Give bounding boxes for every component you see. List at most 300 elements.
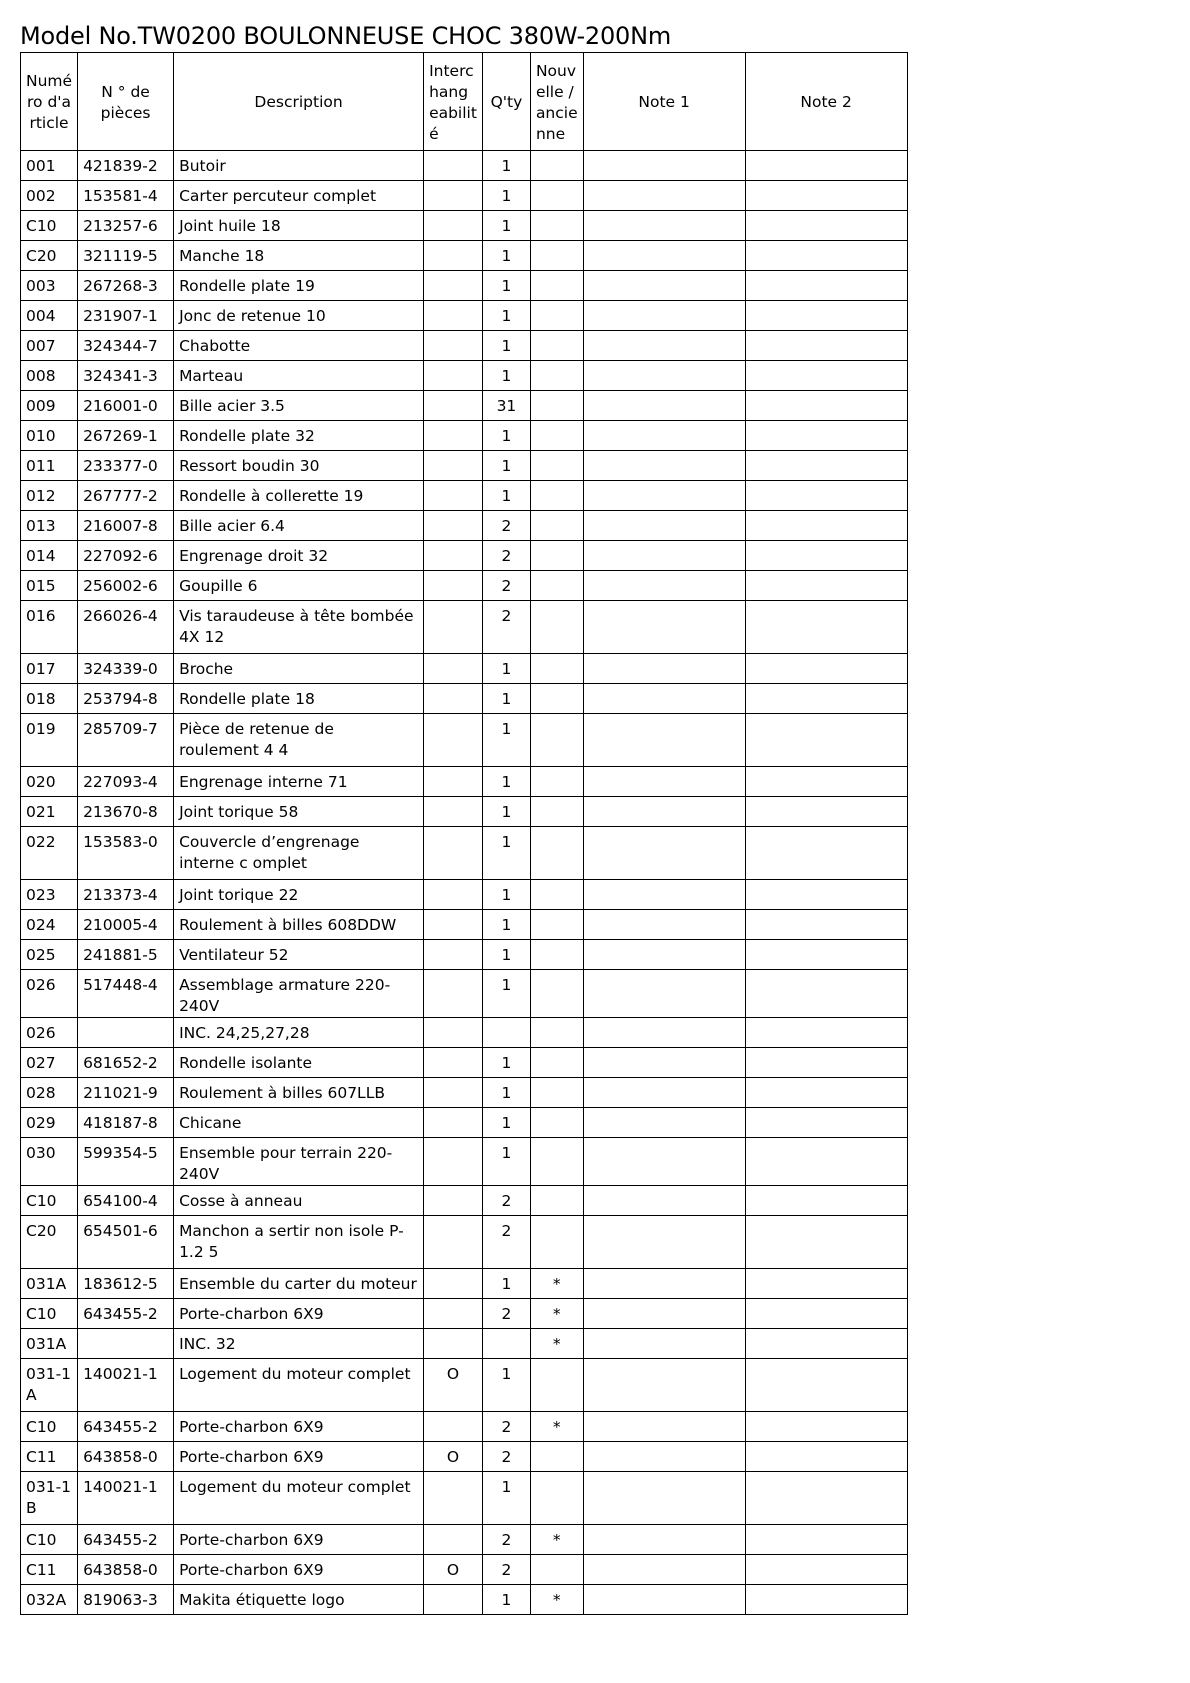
table-row bbox=[21, 970, 908, 1018]
cell-new-old bbox=[530, 1359, 583, 1412]
cell-part-number: 819063-3 bbox=[78, 1585, 174, 1615]
cell-note-1 bbox=[583, 970, 745, 1018]
cell-part-number: 599354-5 bbox=[78, 1138, 174, 1186]
cell-item-number: 026 bbox=[21, 1018, 78, 1048]
cell-quantity: 2 bbox=[482, 1412, 530, 1442]
cell-note-2 bbox=[745, 1018, 907, 1048]
cell-quantity: 1 bbox=[482, 684, 530, 714]
cell-part-number: 140021-1 bbox=[78, 1472, 174, 1525]
cell-description: INC. 32 bbox=[174, 1329, 424, 1359]
cell-new-old bbox=[530, 301, 583, 331]
cell-note-2 bbox=[745, 241, 907, 271]
cell-interchangeability bbox=[424, 1269, 483, 1299]
cell-interchangeability bbox=[424, 331, 483, 361]
cell-note-1 bbox=[583, 1299, 745, 1329]
cell-new-old bbox=[530, 511, 583, 541]
table-row bbox=[21, 1186, 908, 1216]
cell-new-old bbox=[530, 714, 583, 767]
cell-note-1 bbox=[583, 1555, 745, 1585]
cell-interchangeability bbox=[424, 211, 483, 241]
cell-note-2 bbox=[745, 1525, 907, 1555]
parts-table bbox=[20, 52, 908, 1615]
cell-note-1 bbox=[583, 797, 745, 827]
table-row bbox=[21, 1442, 908, 1472]
cell-note-1 bbox=[583, 1412, 745, 1442]
cell-description: Roulement à billes 607LLB bbox=[174, 1078, 424, 1108]
cell-new-old bbox=[530, 1138, 583, 1186]
cell-new-old bbox=[530, 1442, 583, 1472]
cell-note-1 bbox=[583, 601, 745, 654]
cell-note-1 bbox=[583, 880, 745, 910]
cell-note-2 bbox=[745, 1108, 907, 1138]
table-row bbox=[21, 151, 908, 181]
cell-interchangeability bbox=[424, 1329, 483, 1359]
cell-item-number: 021 bbox=[21, 797, 78, 827]
table-row bbox=[21, 601, 908, 654]
cell-note-1 bbox=[583, 910, 745, 940]
page-title: Model No.TW0200 BOULONNEUSE CHOC 380W-200Nm bbox=[20, 22, 672, 50]
cell-item-number: 019 bbox=[21, 714, 78, 767]
cell-note-1 bbox=[583, 1048, 745, 1078]
cell-item-number: 026 bbox=[21, 970, 78, 1018]
cell-interchangeability bbox=[424, 684, 483, 714]
cell-note-2 bbox=[745, 684, 907, 714]
cell-item-number: 017 bbox=[21, 654, 78, 684]
cell-new-old bbox=[530, 1216, 583, 1269]
cell-new-old bbox=[530, 880, 583, 910]
cell-item-number: 009 bbox=[21, 391, 78, 421]
table-row bbox=[21, 1412, 908, 1442]
cell-interchangeability bbox=[424, 1472, 483, 1525]
cell-new-old bbox=[530, 1018, 583, 1048]
cell-note-2 bbox=[745, 1048, 907, 1078]
header-note-1: Note 1 bbox=[583, 53, 745, 151]
cell-item-number: 012 bbox=[21, 481, 78, 511]
cell-interchangeability bbox=[424, 301, 483, 331]
cell-description: Ventilateur 52 bbox=[174, 940, 424, 970]
table-row bbox=[21, 684, 908, 714]
cell-quantity: 1 bbox=[482, 654, 530, 684]
cell-description: Chicane bbox=[174, 1108, 424, 1138]
table-row bbox=[21, 361, 908, 391]
cell-quantity: 1 bbox=[482, 211, 530, 241]
cell-part-number: 213670-8 bbox=[78, 797, 174, 827]
cell-description: Assemblage armature 220-240V bbox=[174, 970, 424, 1018]
cell-note-1 bbox=[583, 714, 745, 767]
cell-new-old bbox=[530, 970, 583, 1018]
cell-note-1 bbox=[583, 654, 745, 684]
cell-description: Engrenage interne 71 bbox=[174, 767, 424, 797]
cell-quantity: 1 bbox=[482, 481, 530, 511]
cell-interchangeability bbox=[424, 714, 483, 767]
cell-item-number: 002 bbox=[21, 181, 78, 211]
cell-interchangeability bbox=[424, 571, 483, 601]
cell-description: Marteau bbox=[174, 361, 424, 391]
cell-interchangeability bbox=[424, 511, 483, 541]
cell-quantity: 1 bbox=[482, 827, 530, 880]
cell-note-2 bbox=[745, 361, 907, 391]
cell-note-2 bbox=[745, 1269, 907, 1299]
cell-part-number: 216001-0 bbox=[78, 391, 174, 421]
table-row bbox=[21, 421, 908, 451]
cell-note-2 bbox=[745, 910, 907, 940]
cell-note-1 bbox=[583, 421, 745, 451]
cell-note-2 bbox=[745, 1472, 907, 1525]
cell-interchangeability bbox=[424, 1186, 483, 1216]
cell-note-2 bbox=[745, 511, 907, 541]
table-row bbox=[21, 1108, 908, 1138]
cell-part-number: 231907-1 bbox=[78, 301, 174, 331]
table-body bbox=[21, 151, 908, 1615]
cell-part-number: 517448-4 bbox=[78, 970, 174, 1018]
cell-new-old bbox=[530, 451, 583, 481]
cell-item-number: 028 bbox=[21, 1078, 78, 1108]
cell-item-number: C10 bbox=[21, 1299, 78, 1329]
table-row bbox=[21, 1472, 908, 1525]
cell-item-number: 010 bbox=[21, 421, 78, 451]
cell-new-old bbox=[530, 391, 583, 421]
cell-interchangeability bbox=[424, 1048, 483, 1078]
table-row bbox=[21, 767, 908, 797]
cell-note-2 bbox=[745, 421, 907, 451]
cell-description: Porte-charbon 6X9 bbox=[174, 1555, 424, 1585]
cell-new-old: * bbox=[530, 1269, 583, 1299]
cell-item-number: 011 bbox=[21, 451, 78, 481]
cell-part-number: 253794-8 bbox=[78, 684, 174, 714]
cell-new-old bbox=[530, 910, 583, 940]
cell-note-2 bbox=[745, 1555, 907, 1585]
cell-interchangeability bbox=[424, 970, 483, 1018]
table-row bbox=[21, 910, 908, 940]
cell-note-2 bbox=[745, 601, 907, 654]
cell-description: Bille acier 6.4 bbox=[174, 511, 424, 541]
cell-item-number: C10 bbox=[21, 1186, 78, 1216]
cell-note-1 bbox=[583, 767, 745, 797]
cell-note-1 bbox=[583, 940, 745, 970]
cell-note-2 bbox=[745, 1186, 907, 1216]
cell-note-1 bbox=[583, 211, 745, 241]
cell-note-2 bbox=[745, 1585, 907, 1615]
cell-interchangeability bbox=[424, 601, 483, 654]
cell-description: Rondelle à collerette 19 bbox=[174, 481, 424, 511]
cell-part-number: 216007-8 bbox=[78, 511, 174, 541]
cell-item-number: 031-1 A bbox=[21, 1359, 78, 1412]
table-row bbox=[21, 481, 908, 511]
cell-quantity: 31 bbox=[482, 391, 530, 421]
cell-new-old bbox=[530, 541, 583, 571]
cell-new-old bbox=[530, 1108, 583, 1138]
cell-item-number: 023 bbox=[21, 880, 78, 910]
cell-item-number: 003 bbox=[21, 271, 78, 301]
cell-note-2 bbox=[745, 1299, 907, 1329]
cell-note-2 bbox=[745, 1078, 907, 1108]
cell-interchangeability bbox=[424, 1138, 483, 1186]
cell-description: Porte-charbon 6X9 bbox=[174, 1525, 424, 1555]
cell-item-number: C10 bbox=[21, 211, 78, 241]
cell-note-2 bbox=[745, 151, 907, 181]
cell-part-number: 643455-2 bbox=[78, 1525, 174, 1555]
cell-note-1 bbox=[583, 571, 745, 601]
cell-part-number: 267268-3 bbox=[78, 271, 174, 301]
cell-item-number: C11 bbox=[21, 1555, 78, 1585]
cell-interchangeability: O bbox=[424, 1359, 483, 1412]
cell-part-number: 210005-4 bbox=[78, 910, 174, 940]
cell-new-old bbox=[530, 331, 583, 361]
cell-new-old bbox=[530, 211, 583, 241]
cell-interchangeability bbox=[424, 827, 483, 880]
header-interchangeability: Interc hang eabilit é bbox=[424, 53, 483, 151]
cell-new-old bbox=[530, 571, 583, 601]
cell-description: Rondelle plate 19 bbox=[174, 271, 424, 301]
header-description: Description bbox=[174, 53, 424, 151]
cell-new-old bbox=[530, 654, 583, 684]
cell-note-1 bbox=[583, 1442, 745, 1472]
cell-item-number: 032A bbox=[21, 1585, 78, 1615]
cell-new-old bbox=[530, 940, 583, 970]
cell-quantity bbox=[482, 1018, 530, 1048]
cell-new-old bbox=[530, 421, 583, 451]
cell-item-number: 001 bbox=[21, 151, 78, 181]
cell-new-old bbox=[530, 601, 583, 654]
table-row bbox=[21, 211, 908, 241]
cell-interchangeability bbox=[424, 880, 483, 910]
table-row bbox=[21, 797, 908, 827]
table-row bbox=[21, 1018, 908, 1048]
cell-item-number: 030 bbox=[21, 1138, 78, 1186]
cell-description: Manche 18 bbox=[174, 241, 424, 271]
cell-description: Pièce de retenue de roulement 4 4 bbox=[174, 714, 424, 767]
cell-description: Broche bbox=[174, 654, 424, 684]
cell-new-old bbox=[530, 1078, 583, 1108]
table-header-row bbox=[21, 53, 908, 151]
cell-quantity: 1 bbox=[482, 151, 530, 181]
cell-note-2 bbox=[745, 880, 907, 910]
cell-part-number: 324344-7 bbox=[78, 331, 174, 361]
cell-quantity: 1 bbox=[482, 714, 530, 767]
cell-item-number: 020 bbox=[21, 767, 78, 797]
cell-note-1 bbox=[583, 1525, 745, 1555]
cell-part-number: 227093-4 bbox=[78, 767, 174, 797]
header-quantity: Q'ty bbox=[482, 53, 530, 151]
cell-description: Rondelle plate 32 bbox=[174, 421, 424, 451]
table-row bbox=[21, 1216, 908, 1269]
cell-note-1 bbox=[583, 1216, 745, 1269]
cell-item-number: 007 bbox=[21, 331, 78, 361]
cell-part-number: 266026-4 bbox=[78, 601, 174, 654]
cell-note-1 bbox=[583, 1018, 745, 1048]
cell-interchangeability bbox=[424, 797, 483, 827]
cell-interchangeability bbox=[424, 451, 483, 481]
cell-new-old bbox=[530, 181, 583, 211]
cell-new-old bbox=[530, 1048, 583, 1078]
cell-quantity: 1 bbox=[482, 767, 530, 797]
cell-new-old bbox=[530, 684, 583, 714]
cell-quantity: 2 bbox=[482, 571, 530, 601]
cell-part-number: 654100-4 bbox=[78, 1186, 174, 1216]
cell-item-number: 015 bbox=[21, 571, 78, 601]
cell-description: Logement du moteur complet bbox=[174, 1472, 424, 1525]
header-note-2: Note 2 bbox=[745, 53, 907, 151]
cell-interchangeability bbox=[424, 1078, 483, 1108]
cell-interchangeability bbox=[424, 361, 483, 391]
cell-item-number: 018 bbox=[21, 684, 78, 714]
cell-item-number: 025 bbox=[21, 940, 78, 970]
cell-quantity: 2 bbox=[482, 1216, 530, 1269]
cell-quantity: 1 bbox=[482, 940, 530, 970]
table-row bbox=[21, 880, 908, 910]
table-row bbox=[21, 1329, 908, 1359]
header-new-old: Nouv elle / ancie nne bbox=[530, 53, 583, 151]
table-row bbox=[21, 714, 908, 767]
cell-new-old bbox=[530, 1472, 583, 1525]
cell-note-1 bbox=[583, 541, 745, 571]
cell-part-number: 285709-7 bbox=[78, 714, 174, 767]
table-row bbox=[21, 1269, 908, 1299]
cell-note-2 bbox=[745, 1442, 907, 1472]
cell-description: Chabotte bbox=[174, 331, 424, 361]
cell-quantity: 1 bbox=[482, 1108, 530, 1138]
cell-item-number: C10 bbox=[21, 1525, 78, 1555]
cell-description: Ressort boudin 30 bbox=[174, 451, 424, 481]
cell-part-number bbox=[78, 1329, 174, 1359]
cell-interchangeability bbox=[424, 1216, 483, 1269]
cell-note-2 bbox=[745, 1329, 907, 1359]
cell-interchangeability bbox=[424, 1525, 483, 1555]
cell-item-number: 013 bbox=[21, 511, 78, 541]
cell-note-2 bbox=[745, 1359, 907, 1412]
cell-description: Joint huile 18 bbox=[174, 211, 424, 241]
cell-note-2 bbox=[745, 1216, 907, 1269]
header-item-number: Numé ro d'a rticle bbox=[21, 53, 78, 151]
cell-new-old: * bbox=[530, 1585, 583, 1615]
cell-part-number: 321119-5 bbox=[78, 241, 174, 271]
cell-part-number: 643858-0 bbox=[78, 1555, 174, 1585]
cell-new-old bbox=[530, 361, 583, 391]
cell-interchangeability: O bbox=[424, 1442, 483, 1472]
cell-interchangeability bbox=[424, 181, 483, 211]
cell-description: Rondelle plate 18 bbox=[174, 684, 424, 714]
cell-item-number: 014 bbox=[21, 541, 78, 571]
cell-quantity: 1 bbox=[482, 1078, 530, 1108]
cell-interchangeability bbox=[424, 767, 483, 797]
cell-note-2 bbox=[745, 827, 907, 880]
cell-new-old bbox=[530, 1186, 583, 1216]
cell-interchangeability bbox=[424, 241, 483, 271]
cell-part-number bbox=[78, 1018, 174, 1048]
table-row bbox=[21, 391, 908, 421]
cell-part-number: 267777-2 bbox=[78, 481, 174, 511]
cell-interchangeability bbox=[424, 421, 483, 451]
cell-interchangeability bbox=[424, 151, 483, 181]
table-row bbox=[21, 827, 908, 880]
cell-quantity: 1 bbox=[482, 361, 530, 391]
table-row bbox=[21, 1585, 908, 1615]
cell-quantity: 2 bbox=[482, 1555, 530, 1585]
cell-quantity: 2 bbox=[482, 1442, 530, 1472]
cell-item-number: C20 bbox=[21, 241, 78, 271]
cell-quantity: 1 bbox=[482, 910, 530, 940]
cell-quantity: 1 bbox=[482, 970, 530, 1018]
cell-item-number: 024 bbox=[21, 910, 78, 940]
cell-note-1 bbox=[583, 271, 745, 301]
cell-part-number: 241881-5 bbox=[78, 940, 174, 970]
cell-description: Joint torique 58 bbox=[174, 797, 424, 827]
cell-quantity: 1 bbox=[482, 301, 530, 331]
cell-note-1 bbox=[583, 451, 745, 481]
cell-note-2 bbox=[745, 331, 907, 361]
cell-item-number: C11 bbox=[21, 1442, 78, 1472]
cell-interchangeability: O bbox=[424, 1555, 483, 1585]
cell-note-1 bbox=[583, 1359, 745, 1412]
cell-note-1 bbox=[583, 1329, 745, 1359]
cell-note-1 bbox=[583, 331, 745, 361]
cell-note-1 bbox=[583, 301, 745, 331]
table-row bbox=[21, 571, 908, 601]
cell-item-number: 016 bbox=[21, 601, 78, 654]
cell-part-number: 421839-2 bbox=[78, 151, 174, 181]
table-row bbox=[21, 1299, 908, 1329]
cell-description: Porte-charbon 6X9 bbox=[174, 1299, 424, 1329]
cell-description: Ensemble du carter du moteur bbox=[174, 1269, 424, 1299]
cell-item-number: 029 bbox=[21, 1108, 78, 1138]
cell-interchangeability bbox=[424, 541, 483, 571]
cell-quantity: 1 bbox=[482, 1048, 530, 1078]
cell-note-2 bbox=[745, 391, 907, 421]
cell-new-old bbox=[530, 271, 583, 301]
cell-part-number: 183612-5 bbox=[78, 1269, 174, 1299]
cell-quantity: 2 bbox=[482, 601, 530, 654]
cell-quantity: 1 bbox=[482, 797, 530, 827]
cell-quantity: 1 bbox=[482, 1585, 530, 1615]
cell-part-number: 213373-4 bbox=[78, 880, 174, 910]
cell-description: Carter percuteur complet bbox=[174, 181, 424, 211]
cell-description: Porte-charbon 6X9 bbox=[174, 1412, 424, 1442]
cell-note-1 bbox=[583, 481, 745, 511]
cell-part-number: 153581-4 bbox=[78, 181, 174, 211]
cell-description: INC. 24,25,27,28 bbox=[174, 1018, 424, 1048]
cell-item-number: 004 bbox=[21, 301, 78, 331]
cell-part-number: 211021-9 bbox=[78, 1078, 174, 1108]
table-row bbox=[21, 451, 908, 481]
cell-description: Couvercle d’engrenage interne c omplet bbox=[174, 827, 424, 880]
cell-description: Goupille 6 bbox=[174, 571, 424, 601]
cell-interchangeability bbox=[424, 391, 483, 421]
cell-note-2 bbox=[745, 271, 907, 301]
cell-note-2 bbox=[745, 451, 907, 481]
cell-note-1 bbox=[583, 684, 745, 714]
cell-note-2 bbox=[745, 970, 907, 1018]
table-row bbox=[21, 241, 908, 271]
cell-quantity: 1 bbox=[482, 1472, 530, 1525]
cell-description: Bille acier 3.5 bbox=[174, 391, 424, 421]
cell-quantity: 2 bbox=[482, 1299, 530, 1329]
cell-quantity: 2 bbox=[482, 541, 530, 571]
cell-note-2 bbox=[745, 654, 907, 684]
cell-interchangeability bbox=[424, 654, 483, 684]
cell-part-number: 643455-2 bbox=[78, 1412, 174, 1442]
cell-item-number: 008 bbox=[21, 361, 78, 391]
cell-interchangeability bbox=[424, 1412, 483, 1442]
cell-quantity: 1 bbox=[482, 271, 530, 301]
cell-note-1 bbox=[583, 361, 745, 391]
cell-interchangeability bbox=[424, 1108, 483, 1138]
cell-note-2 bbox=[745, 1138, 907, 1186]
cell-note-1 bbox=[583, 827, 745, 880]
cell-interchangeability bbox=[424, 1018, 483, 1048]
cell-note-2 bbox=[745, 767, 907, 797]
cell-part-number: 213257-6 bbox=[78, 211, 174, 241]
table-row bbox=[21, 511, 908, 541]
